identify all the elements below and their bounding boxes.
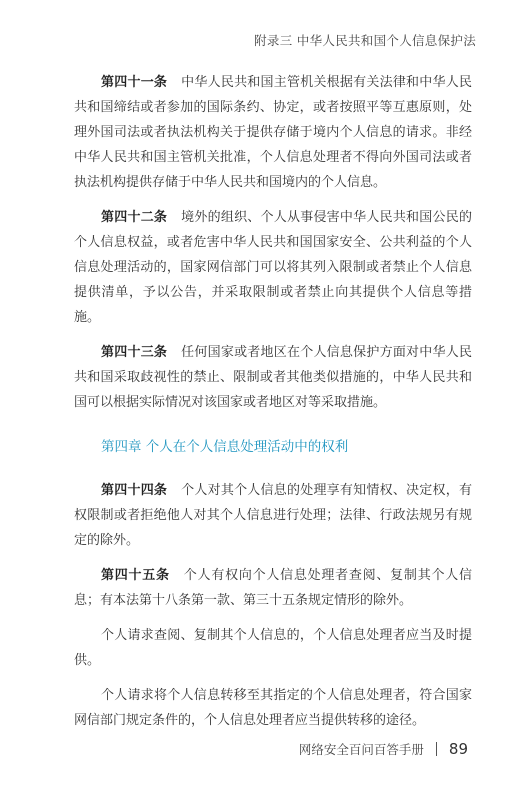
- chapter-heading: 第四章 个人在个人信息处理活动中的权利: [101, 439, 349, 455]
- article-text: 中华人民共和国主管机关根据有关法律和中华人民共和国缔结或者参加的国际条约、协定，或者按照平等互惠原则，处理外国司法或者执法机构关于提供存储于境内个人信息的请求。非经中华人民共和国主管机关批准，个人信息处理者不得向外国司法或者执法机构提供存储于中华人民共和国境内的个人信息。: [74, 75, 472, 190]
- article-text: 个人请求将个人信息转移至其指定的个人信息处理者，符合国家网信部门规定条件的，个人信息处理者应当提供转移的途径。: [74, 688, 472, 728]
- article-44: [74, 478, 472, 553]
- article-text: 境外的组织、个人从事侵害中华人民共和国公民的个人信息权益，或者危害中华人民共和国国家安全、公共利益的个人信息处理活动的，国家网信部门可以将其列入限制或者禁止个人信息提供清单，予以公告，并采取限制或者禁止向其提供个人信息等措施。: [74, 210, 472, 325]
- article-number: 第四十五条: [101, 568, 170, 583]
- article-45-clause-2: [74, 623, 472, 673]
- article-text: 任何国家或者地区在个人信息保护方面对中华人民共和国采取歧视性的禁止、限制或者其他类似措施的，中华人民共和国可以根据实际情况对该国家或者地区对等采取措施。: [74, 345, 472, 410]
- article-number: 第四十四条: [101, 483, 168, 498]
- article-42: [74, 205, 472, 330]
- article-45-clause-3: [74, 683, 472, 733]
- article-number: 第四十二条: [101, 210, 168, 225]
- page-number: 89: [448, 740, 468, 758]
- article-number: 第四十三条: [101, 345, 168, 360]
- running-head: 附录三 中华人民共和国个人信息保护法: [254, 33, 476, 48]
- footer-divider: [436, 742, 437, 756]
- page-body: [74, 70, 472, 743]
- article-41: [74, 70, 472, 195]
- article-43: [74, 340, 472, 415]
- article-text: 个人请求查阅、复制其个人信息的，个人信息处理者应当及时提供。: [74, 628, 472, 668]
- article-number: 第四十一条: [101, 75, 168, 90]
- article-text: 个人有权向个人信息处理者查阅、复制其个人信息；有本法第十八条第一款、第三十五条规定情形的除外。: [74, 568, 472, 608]
- article-45: [74, 563, 472, 613]
- article-text: 个人对其个人信息的处理享有知情权、决定权，有权限制或者拒绝他人对其个人信息进行处理；法律、行政法规另有规定的除外。: [74, 483, 472, 548]
- book-title: 网络安全百问百答手册: [298, 742, 424, 757]
- page-footer: [299, 740, 468, 758]
